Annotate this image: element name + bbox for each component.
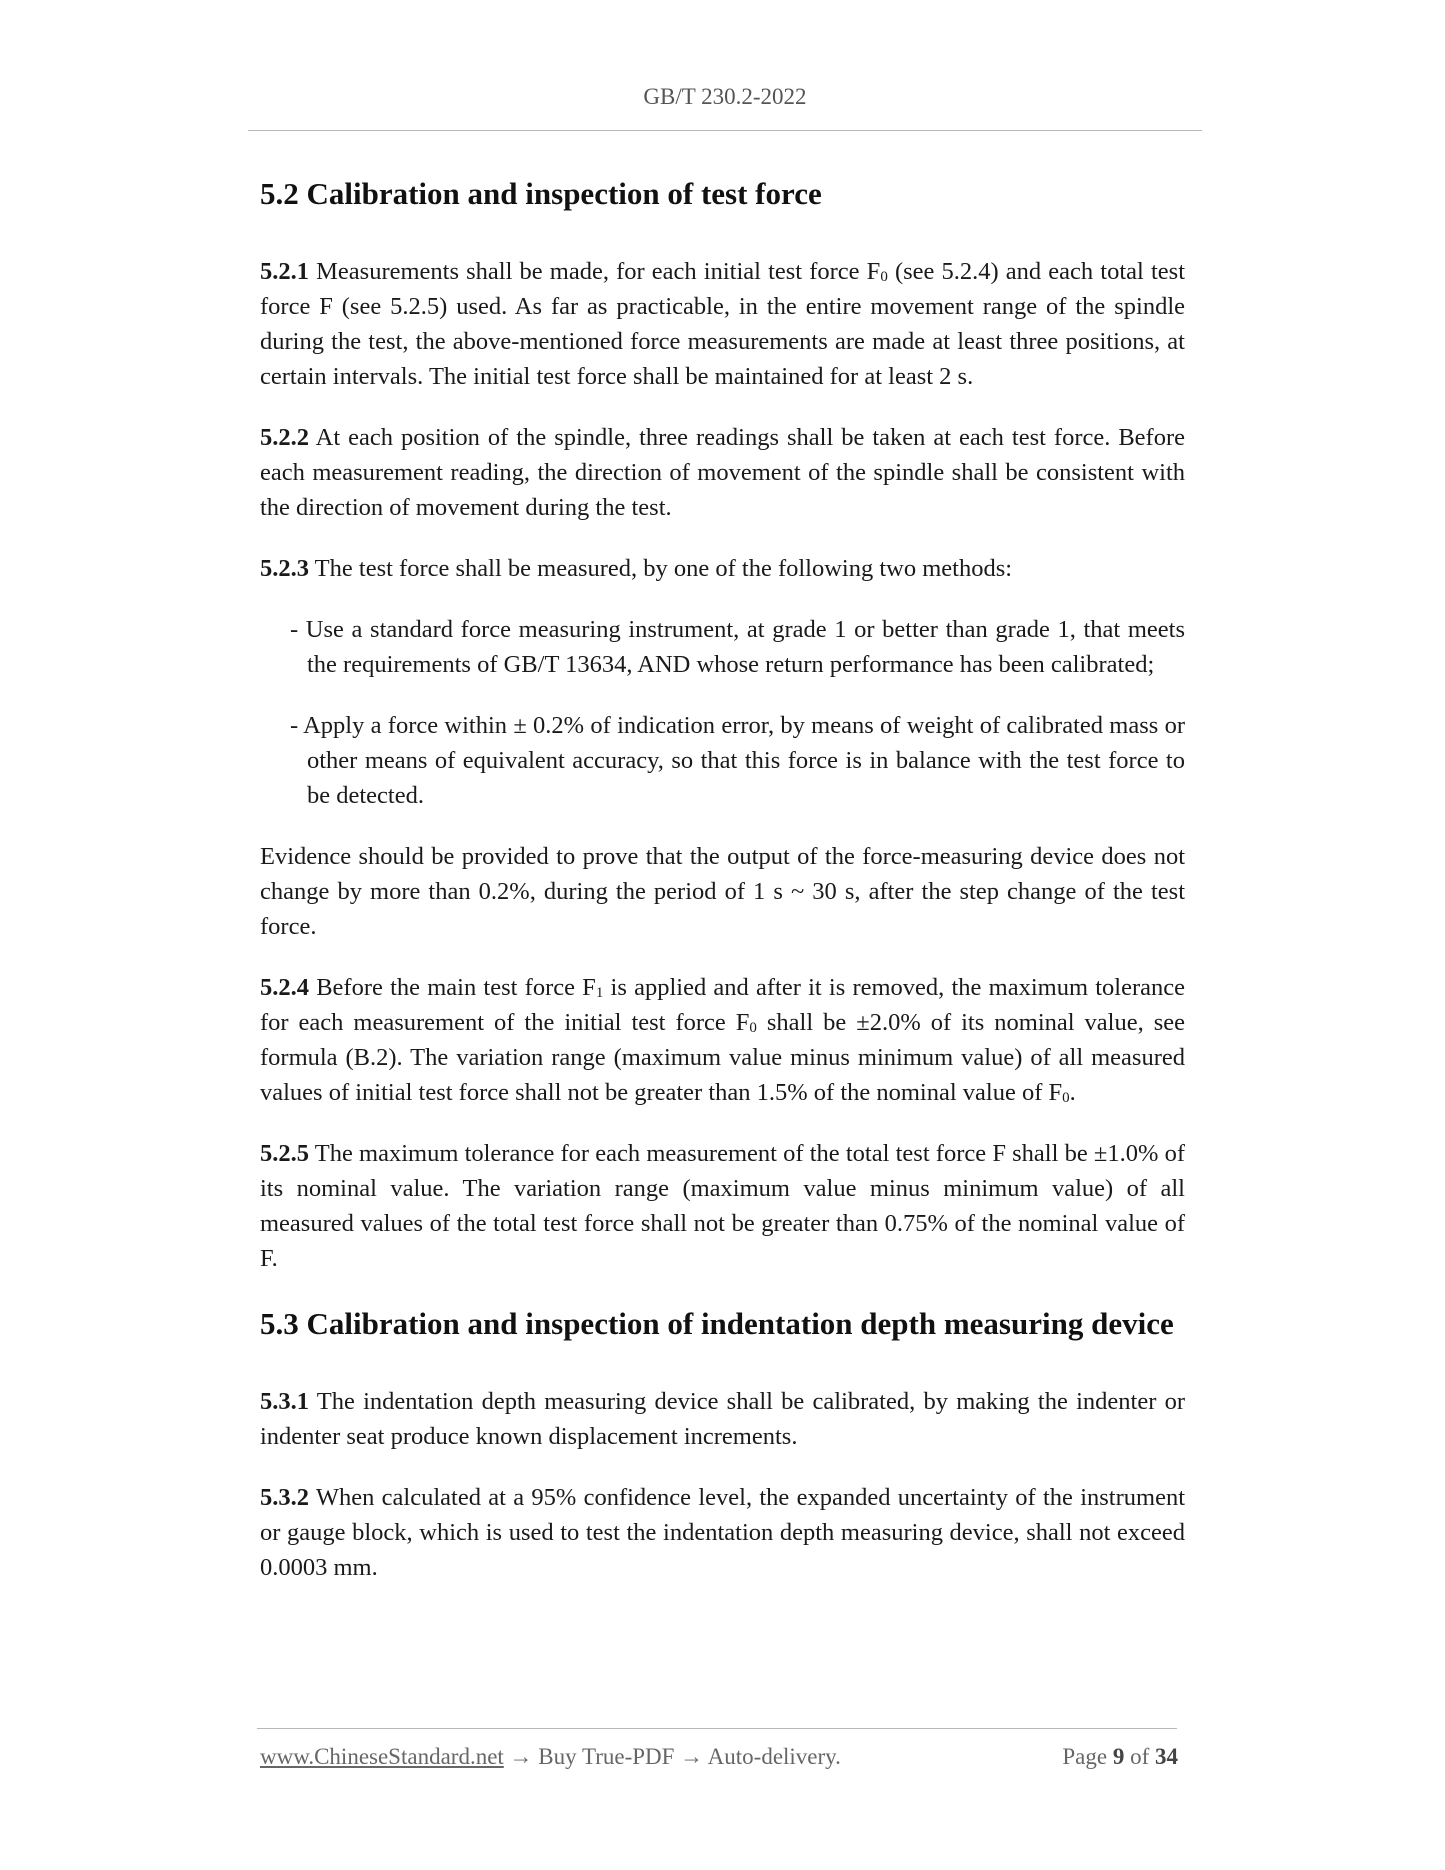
method-item-2: - Apply a force within ± 0.2% of indication error, by means of weight of calibrated mass or other means of equivalent accuracy, so that this force is in balance with the test force to be detected. [290,712,1185,809]
clause-text: (see 5.2.4) and each total test force F (see 5.2.5) used. As far as practicable, in the entire movement range of the spindle during the test, the above-mentioned force measurements are made at least three positions, at certain intervals. The initial test force shall be maintained for at least 2 s. [260,258,1186,390]
section-heading-5-2: 5.2 Calibration and inspection of test force [260,176,822,211]
of-label: of [1130,1744,1150,1769]
clause-text: The maximum tolerance for each measurement of the total test force F shall be ±1.0% of its nominal value. The variation range (maximum value minus minimum value) of all measured values of the total test force shall not be greater than 0.75% of the nominal value of F. [260,1140,1185,1272]
clause-5-2-1 [260,254,1185,394]
clause-number: 5.2.3 [260,555,309,582]
evidence-paragraph: Evidence should be provided to prove that the output of the force-measuring device does not change by more than 0.2%, during the period of 1 s ~ 30 s, after the step change of the test force. [260,843,1185,940]
subscript: 0 [1062,1090,1070,1106]
clause-number: 5.2.4 [260,974,309,1001]
clause-text: is applied and after it is removed, the maximum tolerance for each measurement of the initial test force F [260,974,1185,1036]
clause-text: . [1069,1079,1076,1106]
current-page: 9 [1112,1744,1125,1769]
clause-5-2-4 [260,970,1185,1110]
clause-5-2-3 [260,551,1185,586]
subscript: 0 [749,1020,757,1036]
promo-text: → Buy True-PDF → Auto-delivery. [503,1744,841,1769]
clause-text: The test force shall be measured, by one of the following two methods: [309,555,1013,582]
clause-text: When calculated at a 95% confidence level, the expanded uncertainty of the instrument or gauge block, which is used to test the indentation depth measuring device, shall not exceed 0.0003 mm. [260,1484,1185,1581]
clause-text: At each position of the spindle, three readings shall be taken at each test force. Before each measurement reading, the direction of movement of the spindle shall be consistent with the direction of movement during the test. [260,424,1185,521]
clause-text: Measurements shall be made, for each initial test force F [309,258,881,285]
clause-5-3-2 [260,1480,1185,1585]
section-heading-5-3: 5.3 Calibration and inspection of indentation depth measuring device [260,1306,1174,1341]
clause-text: The indentation depth measuring device shall be calibrated, by making the indenter or indenter seat produce known displacement increments. [260,1388,1185,1450]
clause-5-3-1 [260,1384,1185,1454]
clause-5-2-5 [260,1136,1185,1276]
page-number [1062,1744,1178,1770]
clause-number: 5.3.2 [260,1484,309,1511]
clause-number: 5.2.1 [260,258,309,285]
site-link[interactable]: www.ChineseStandard.net [260,1744,504,1769]
page-label: Page [1062,1744,1108,1769]
clause-text: shall be ±2.0% of its nominal value, see formula (B.2). The variation range (maximum value minus minimum value) of all measured values of initial test force shall not be greater than 1.5% of the nominal value of F [260,1009,1185,1106]
subscript: 0 [880,269,888,285]
clause-number: 5.3.1 [260,1388,309,1415]
clause-number: 5.2.2 [260,424,309,451]
running-header: GB/T 230.2-2022 [643,84,807,109]
clause-5-2-2 [260,420,1185,525]
document-body [260,174,1185,1611]
clause-number: 5.2.5 [260,1140,309,1167]
total-pages: 34 [1155,1744,1178,1769]
subscript: 1 [595,985,604,1001]
footer-promo [260,1744,841,1770]
footer-divider [257,1728,1177,1729]
method-item-1: - Use a standard force measuring instrument, at grade 1 or better than grade 1, that meets the requirements of GB/T 13634, AND whose return performance has been calibrated; [290,616,1185,678]
clause-text: Before the main test force F [309,974,596,1001]
header-divider [248,130,1202,131]
